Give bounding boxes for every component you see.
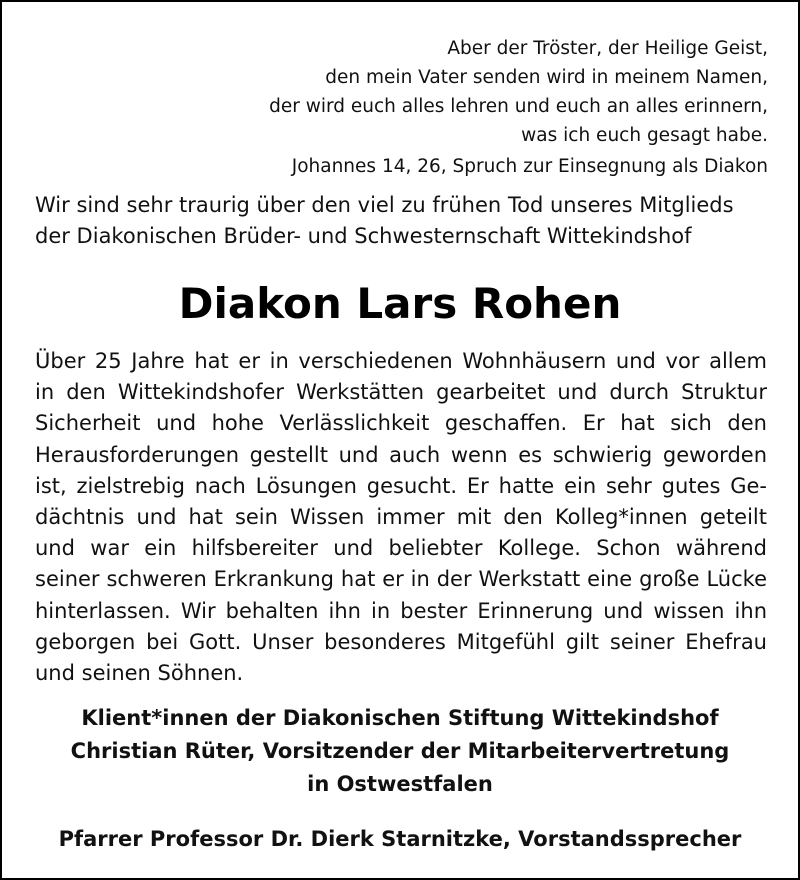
obituary-body	[35, 346, 767, 689]
intro-line: der Diakonischen Brüder- und Schwesternschaft Wittekindshof	[35, 224, 692, 248]
body-line: Herausforderungen gestellt und auch wenn es schwierig geworden	[35, 442, 767, 467]
body-line: Über 25 Jahre hat er in verschiedenen Wohnhäusern und vor allem	[35, 349, 767, 373]
body-line: und war ein hilfsbereiter und beliebter Kollege. Schon während	[35, 536, 767, 561]
verse-source: Johannes 14, 26, Spruch zur Einsegnung als Diakon	[291, 156, 768, 177]
intro-text	[35, 190, 775, 252]
body-line: seiner schweren Erkrankung hat er in der Werkstatt eine große Lücke	[35, 567, 767, 592]
signature-spacer	[0, 801, 800, 823]
body-line: in den Wittekindshofer Werkstätten gearbeitet und durch Struktur	[35, 380, 767, 405]
body-line: geborgen bei Gott. Unser besonderes Mitgefühl gilt seiner Ehefrau	[35, 629, 767, 654]
signature-line: Pfarrer Professor Dr. Dierk Starnitzke, Vorstandssprecher	[58, 827, 742, 851]
intro-line: Wir sind sehr traurig über den viel zu frühen Tod unseres Mitglieds	[35, 193, 734, 217]
bible-verse	[168, 34, 768, 181]
body-line: und seinen Söhnen.	[35, 660, 244, 685]
body-line: ist, zielstrebig nach Lösungen gesucht. Er hatte ein sehr gutes Ge-	[35, 473, 767, 498]
body-line: hinterlassen. Wir behalten ihn in bester Erinnerung und wissen ihn	[35, 598, 767, 623]
body-line: Sicherheit und hohe Verlässlichkeit geschaffen. Er hat sich den	[35, 411, 767, 436]
deceased-name: Diakon Lars Rohen	[178, 279, 622, 328]
signature-line: Christian Rüter, Vorsitzender der Mitarbeitervertretung	[70, 739, 730, 763]
verse-line: Aber der Tröster, der Heilige Geist,	[447, 38, 768, 59]
signatures	[0, 702, 800, 856]
verse-line: den mein Vater senden wird in meinem Namen,	[325, 67, 768, 88]
body-line: dächtnis und hat sein Wissen immer mit den Kolleg*innen geteilt	[35, 504, 767, 529]
signature-line: in Ostwestfalen	[307, 772, 493, 796]
verse-line: was ich euch gesagt habe.	[521, 125, 768, 146]
verse-line: der wird euch alles lehren und euch an alles erinnern,	[269, 96, 768, 117]
signature-line: Klient*innen der Diakonischen Stiftung Wittekindshof	[81, 706, 719, 730]
